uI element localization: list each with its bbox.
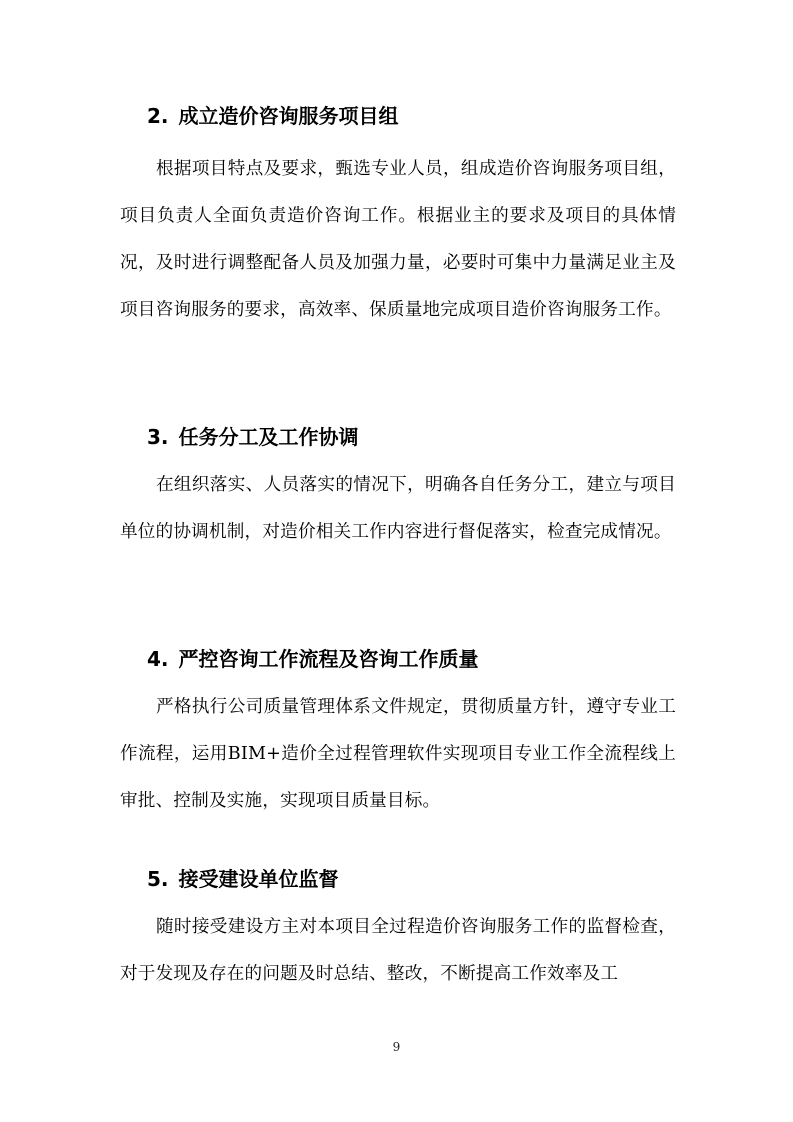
- section-heading-4: [147, 645, 707, 673]
- section-title: 任务分工及工作协调: [178, 425, 359, 449]
- section-heading-5: [147, 865, 707, 893]
- section-body-3: 在组织落实、人员落实的情况下，明确各自任务分工，建立与项目单位的协调机制，对造价相关工作内容进行督促落实，检查完成情况。: [120, 475, 676, 542]
- page-number: 9: [392, 1040, 401, 1054]
- section-body-5: 随时接受建设方主对本项目全过程造价咨询服务工作的监督检查，对于发现及存在的问题及时总结、整改，不断提高工作效率及工: [120, 917, 676, 984]
- section-number: 4.: [147, 647, 169, 671]
- section-body-2: 根据项目特点及要求，甄选专业人员，组成造价咨询服务项目组，项目负责人全面负责造价咨询工作。根据业主的要求及项目的具体情况，及时进行调整配备人员及加强力量，必要时可集中力量满足业主及项目咨询服务的要求，高效率、保质量地完成项目造价咨询服务工作。: [120, 159, 676, 320]
- section-heading-3: [147, 423, 707, 451]
- section-title: 接受建设单位监督: [178, 867, 339, 891]
- section-body-4: 严格执行公司质量管理体系文件规定，贯彻质量方针，遵守专业工作流程，运用BIM+造价全过程管理软件实现项目专业工作全流程线上审批、控制及实施，实现项目质量目标。: [120, 697, 676, 811]
- section-number: 2.: [147, 104, 169, 128]
- section-number: 5.: [147, 867, 169, 891]
- section-title: 严控咨询工作流程及咨询工作质量: [178, 647, 479, 671]
- section-number: 3.: [147, 425, 169, 449]
- section-heading-2: [147, 102, 707, 130]
- section-title: 成立造价咨询服务项目组: [178, 104, 399, 128]
